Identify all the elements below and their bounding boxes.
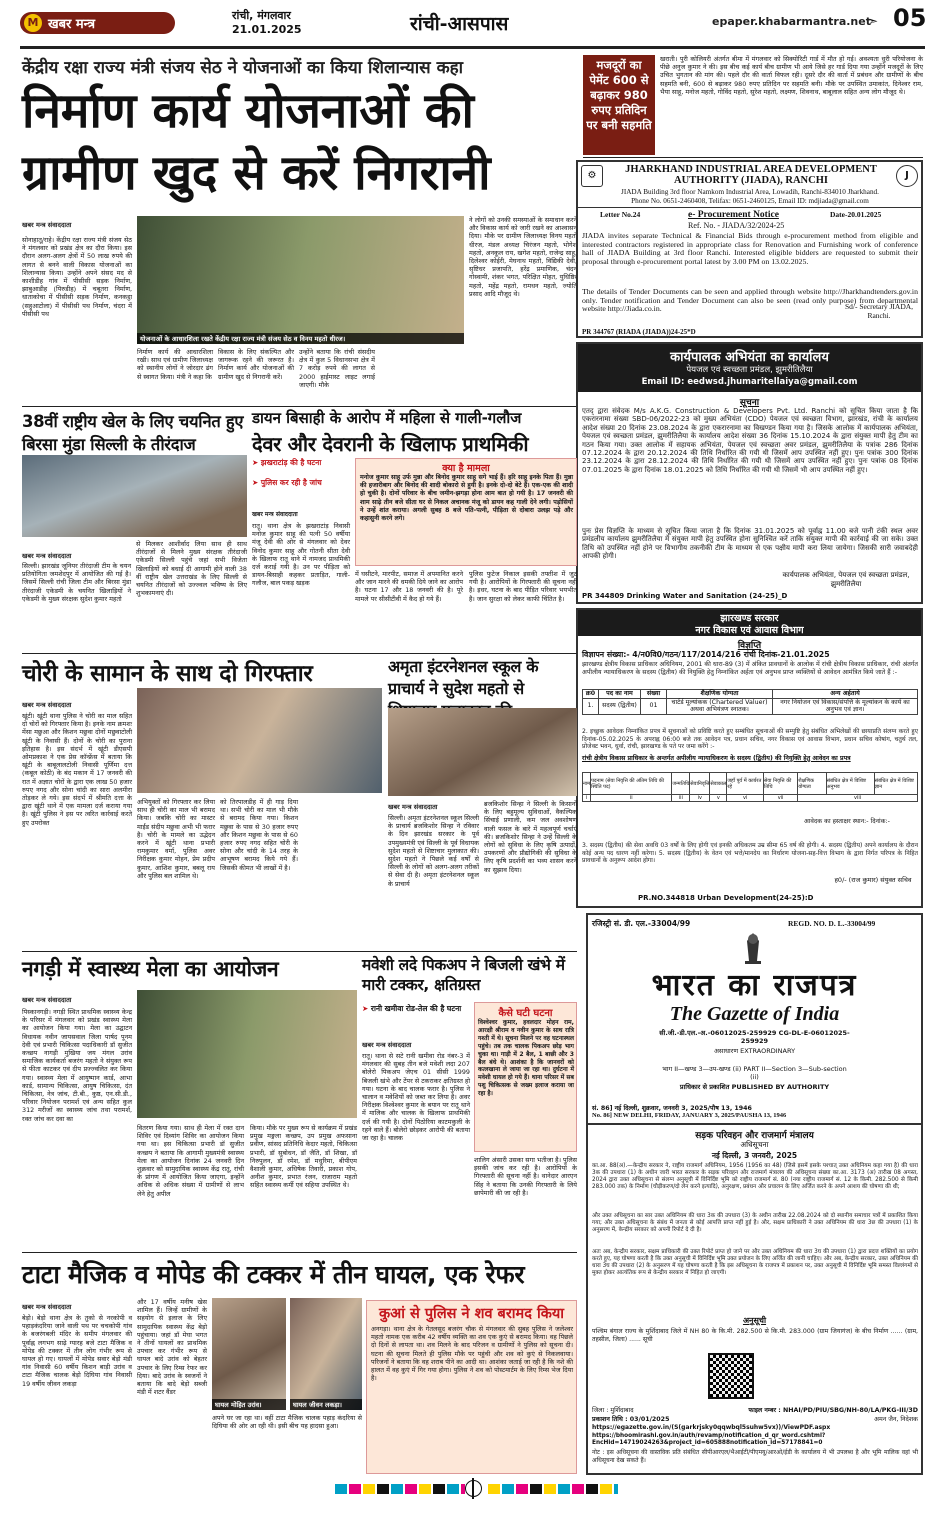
gazette-pub-date: प्रकाशन तिथि : 03/01/2025	[592, 1416, 670, 1423]
theft-byline: खबर मन्त्र संवाददाता	[22, 701, 72, 709]
pickup-bullet-text: रानी खमीवा रोड-तेल की है घटना	[370, 1004, 462, 1013]
tata-col2: और 17 वर्षीय मनीष खेस शामिल हैं। जिन्हें ग्रामीणों के सहयोग से इलाज के लिए सामुदायिक स्वास्थ्य केंद्र बेड़ो पहुंचाया। जहां डॉ मेघा भगत ने तीनों घायलों का प्राथमिक उपचार कर गंभीर रूप से घायल बादे उरांव को बेहतर उपचार के लिए रिम्स रेफर कर दिया। बादे उरांव के स्वजनों ने बताया कि बादे बेड़ो सब्जी मंडी में शटर वैंडर	[137, 1298, 207, 1397]
theft-headline: चोरी के सामान के साथ दो गिरफ्तार	[22, 661, 313, 687]
divider-r1	[583, 157, 923, 158]
jiada-phone: Phone No. 0651-2460408, Telifax: 0651-2460125, Email ID: mdjiada@gmail.com	[631, 197, 869, 205]
lead-kicker: केंद्रीय रक्षा राज्य मंत्री संजय सेठ ने योजनाओं का किया शिलान्यास कहा	[22, 58, 464, 78]
footer-registration-mark-icon	[465, 1480, 482, 1497]
lead-col3: विकास के लिए संकल्पित और जागरूक रहने की जरूरत है। निर्माण कार्य और योजनाओं की ग्रामीण खुद से निगरानी करें।	[218, 348, 294, 381]
games-col1: सिल्ली। झारखंड जूनियर तीरंदाजी टीम के चयन प्रतियोगिता जमशेदपुर में आयोजित की गई है। जिसमें सिल्ली रांची जिला टीम और बिरसा मुंडा तीरंदाजी एकेडमी के चयनित खिलाड़ियों ने एकेडमी के मुख्य संरक्षक सुदेश कुमार महतो	[22, 562, 131, 603]
witch-bullet2-text: पुलिस कर रही है जांच	[260, 478, 322, 487]
nagar-fh-5: जहाँ पूर्व में कार्यरत रहे	[727, 773, 764, 795]
nagar-fn-6: vii	[763, 795, 797, 802]
gazette-title-en: The Gazette of India	[669, 1003, 840, 1025]
exec-subtitle: पेयजल एवं स्वच्छता प्रमंडल, झुमरीतिलैया	[686, 365, 813, 375]
exec-body: एतद् द्वारा संवेदक M/s A.K.G. Construction & Developers Pvt. Ltd. Ranchi को सूचित किया जाता है कि एकरारनामा संख्या SBD-06/2022-23 को मुख्य अभियंता (CDO) पेयजल एवं स्वच्छता विभाग, झारखंड, रांची के कार्यालय आदेश संख्या 20 दिनांक 23.08.2024 के द्वारा एकरारनामा का विखण्डन किया गया है। जिसके आलोक में कार्यपालक अभियंता, पेयजल एवं स्वच्छता प्रमंडल, झुमरीतिलैया के कार्यालय आदेश संख्या 36 दिनांक 15.10.2024 के द्वारा संयुक्त मापी हेतु टीम का गठन किया गया। उक्त आलोक में सहायक अभियंता, पेयजल एवं स्वच्छता अवर प्रमंडल, झुमरीतिलैया के पत्रांक 286 दिनांक 07.12.2024 के द्वारा 20.12.2024 की तिथि निर्धारित की गयी थी जिसमें आप उपस्थित नहीं हुए। पुनः पत्रांक 300 दिनांक 23.12.2024 के द्वारा 28.12.2024 की तिथि निर्धारित की गयी थी जिसमें आप उपस्थित नहीं हुए। पुनः पत्रांक 08 दिनांक 07.01.2025 के द्वारा दिनांक 18.01.2025 को तिथि निर्धारित की गयी थी जिसमें भी आप उपस्थित नहीं हुए।	[582, 407, 918, 474]
witch-headline: देवर और देवरानी के खिलाफ प्राथमिकी	[252, 432, 529, 456]
gazette-link1[interactable]: https://egazette.gov.in/(S(garkrjsky0qqwbql5suhw5vx))/ViewPDF.aspx	[592, 1424, 831, 1431]
nagar-fh-2: जन्मतिथि	[672, 773, 690, 795]
jiada-address: JIADA Building 3rd floor Namkom Industrial Area, Lowadih, Ranchi-834010 Jharkhand.	[621, 188, 879, 196]
witch-bullet1	[252, 458, 350, 468]
nagar-fn-3: iv	[690, 795, 710, 802]
games-headline: 38वीं राष्ट्रीय खेल के लिए चयनित हुए बिरसा मुंडा सिल्ली के तीरंदाज	[22, 412, 244, 454]
nagar-table	[582, 689, 918, 715]
tata-headline: टाटा मैजिक व मोपेड की टक्कर में तीन घायल, एक रेफर	[22, 1260, 525, 1289]
gazette-district: जिला : मुर्शिदाबाद	[592, 1407, 634, 1414]
nagar-fh-9: संबंधित क्षेत्र में विशिष्ट ज्ञान	[874, 773, 917, 795]
witch-col1: रातू। थाना क्षेत्र के झखराटांड़ निवासी मनोज कुमार साहू की पत्नी 50 वर्षीया मंजू देवी की ओर से मंगलवार को देवर विनोद कुमार साहू और गोतनी सीता देवी के खिलाफ रातू थाने में नामजद प्राथमिकी दर्ज कराई गयी है। उन पर पीड़िता को डायन-बिसाही कहकर प्रताड़ित, गाली-गलौज, बाल पकड़ खड़क	[252, 522, 350, 588]
gazette-part: भाग II—खण्ड 3—उप-खण्ड (ii) PART II—Section 3—Sub-section (ii)	[662, 1065, 847, 1081]
gazette-auth: प्राधिकार से प्रकाशित PUBLISHED BY AUTHORITY	[679, 1083, 830, 1091]
divider-3	[22, 951, 577, 952]
nagar-td-2: 01	[641, 698, 667, 714]
gazette-officer: अमन जैन, निदेशक	[874, 1416, 918, 1423]
witch-what-text: मनोज कुमार साहू उर्फ मुन्ना और बिनोद कुमार साहू सगे भाई हैं। हरि साहू इनके पिता हैं। मुन्ना की हजारीबाग और बिनोद की शादी बोकारो से हुयी है। इनके दो-दो बेटे हैं। एक-एक की शादी हो चुकी है। दोनों परिवार के बीच जमीन-झगड़ा होना आम बात हो गयी है। 17 जनवरी की शाम साढ़े तीन बजे सीता घर से निकल अचानक मंजू को डायन कह गाली देने लगी। पड़ोसियों ने उन्हें शांत कराया। अगली सुबह 8 बजे पति-पत्नी, पीड़िता से दोबारा उलझ पड़े और कहासुनी करने लगे।	[360, 474, 573, 523]
health-col1: पिस्कानगड़ी। नगड़ी स्थित प्राथमिक स्वास्थ्य केन्द्र के परिसर में मंगलवार को प्रखंड स्वास्थ्य मेला का आयोजन किया गया। मेला का उद्घाटन विधायक नवीन जायसवाल जिला पार्षद पूनम देवी एवं प्रभारी चिकित्सा पदाधिकारी डॉ सुजीत कच्छप नागड़ी मुखिया जय मंगल उरांव समाजिक कार्यकर्ता बजरंग महतो ने संयुक्त रूप से फीता काटकर एवं दीप प्रज्ज्वलित कर किया गया। स्वास्थ्य मेला में आयुष्मान कार्ड, आभा कार्ड, सामान्य चिकित्सा, आयुष चिकित्सा, दंत चिकित्सा, नेत्र जांच, टी.बी., कुष्ठ, एन.सी.डी., परिवार नियोजन परामर्श एवं अन्य सहित कुल 312 मरीजों का स्वास्थ्य जांच तथा परामर्श, रक्त जांच कर दवा का	[22, 1008, 132, 1123]
gazette-no: सं. 86] नई दिल्ली, शुक्रवार, जनवरी 3, 2025/पौष 13, 1946	[592, 1105, 752, 1112]
gazette-qr-code	[708, 1353, 754, 1399]
labour-text: खराती। पुरी कोलियरी अंतर्गत बीमा में मंगलवार को सिक्योरिटी गार्ड में मौत हो गई। अवश्यता धुरी परियोजना के पीछे अनुज कुमार ने की। इस बीच कई कार्य बीच ग्रामीण भी आये जिसे हर गार्ड दिया गया उन्होंने मजदूरों के लिए उचित भुगतान की मांग की। पहले दौर की वार्ता विफल रही। दूसरे दौर की वार्ता में प्रबंधन और ग्रामीणों के बीच सहमति बनी, 600 से बढ़ाकर 980 रुपए प्रतिदिन पर सहमति बनी। मौके पर उपस्थित उमाकांत, दिनेश्वर राम, भैया साहू, मनोज महतो, गोविंद महतो, सुरेश महतो, लक्ष्मण, शिवनाथ, बाबूलाल सहित अन्य लोग मौजूद थे।	[660, 55, 923, 96]
nagar-rules: 2. इच्छुक आवेदक निम्नांकित प्रपत्र में सूचनाओं को प्रविष्टि करते हुए सम्बंधित सूचनाओं की सम्पुष्टि हेतु संबंधित अभिलेखों की छायाप्रति संलग्न करते हुए दिनांक-05.02.2025 के अपराह्न 06:00 बजे तक आवेदन पत्र, प्रधान सचिव, नगर विकास एवं आवास विभाग, प्रधान सचिव कोषांग, चतुर्थ तल, प्रोजेक्ट भवन, धुर्वा, रांची, झारखण्ड के पते पर जमा करेंगे :-	[582, 728, 918, 751]
nagar-govt: झारखण्ड सरकार	[720, 613, 779, 624]
cursor-icon: ➣	[868, 14, 879, 28]
witch-what-title: क्या है मामला	[442, 463, 490, 474]
pickup-col2: शालिग अंसारी उसका सगा भतीजा है। पुलिस इसकी जांच कर रही है। आरोपियों के गिरफ्तारी की सूचना नहीं है। थानेदार आरएन सिंह ने बताया कि उनकी गिरफ्तारी के लिये छापेमारी की जा रही है।	[474, 1156, 577, 1197]
tata-photo-2	[290, 1298, 362, 1410]
tata-byline: खबर मन्त्र संवाददाता	[22, 1303, 72, 1311]
nagar-sign: ह0/- (राज कुमार) संयुक्त सचिव	[834, 876, 912, 884]
health-byline: खबर मन्त्र संवाददाता	[22, 996, 72, 1004]
theft-col2: अभियुक्तों को गिरफ्तार कर लिया साथ ही चोरी का माल भी बरामद किया। जबकि चोरी का मास्टर माईंड संदीप मछुवा अभी भी फरार है। चोरी के मामले का उद्भेदन करने में खूंटी थाना प्रभारी रामकुमार वर्मा, पुलिस अवर निरीक्षक कुमार मोहन, प्रेम प्रदीप कुमार, आशिश कुमार, बबलू राय और पुलिस बल शामिल थे।	[137, 798, 215, 880]
nagar-td-4: नगर नियोजन एवं विकास/संपत्ति के मूल्यांकन के कार्य का अनुभव एवं ज्ञान।	[773, 698, 918, 714]
nagar-fn-1: ii	[591, 795, 672, 802]
exec-body2: पुनः प्रेस विज्ञप्ति के माध्यम से सूचित किया जाता है कि दिनांक 31.01.2025 को पूर्वाह्न 11.00 बजे पानी टंकी स्थल अवर प्रमंडलीय कार्यालय झुमरीतिलैया में संयुक्त मापी हेतु उपस्थित होना सुनिश्चित करें ताकि संयुक्त मापी की कार्रवाई की जा सके। उक्त तिथि को उपस्थित नहीं होने पर विभागीय तकनीकी टीम के माध्यम से एक पक्षीय मापी करा लिया जायेगा। जिसकी सारी जवाबदेही आपकी होगी।	[582, 527, 918, 561]
nagar-fh-4: सेवाकाल	[710, 773, 727, 795]
jiada-notice	[576, 160, 923, 338]
games-col2: से मिलकर आशीर्वाद लिया साथ ही साथ तीरंदाजों से मिलने मुख्य संरक्षक तीरंदाजी एकेडमी सिल्ली पहुंचे जहां सभी विजेता खिलाड़ियों को बधाई दी आगामी होने वाली 38 वीं राष्ट्रीय खेल उत्तराखंड के लिए सिल्ली से चयनित तीरंदाजों को उज्ज्वल भविष्य के लिए शुभकामनाएं दी।	[136, 540, 247, 598]
nagar-th-2: संख्या	[641, 690, 667, 699]
lead-headline: निर्माण कार्य योजनाओं की ग्रामीण खुद से करें निगरानी	[22, 83, 491, 201]
pickup-box-text: विश्वेश्वर कुमार, हवलदार मोहन राम, आरक्षी श्रीराम व नवीन कुमार के साथ रात्रि गश्ती में थे। सूचना मिलने पर वह घटनास्थल पहुंचे। तब तक चालक पिकअप छोड़ भाग चुका था। गाड़ी में 2 बैल, 1 बाछी और 3 बैल बंधे थे। आशंका है कि जानवरों को कत्लखाना ले जाया जा रहा था। दुर्घटना में मवेशी घायल हो गये हैं। थाना परिसर में सब पशु चिकित्सक से जख्म इलाज कराया जा रहा है।	[478, 1019, 574, 1098]
nagar-fn-7: viii	[798, 795, 918, 802]
exec-pr: PR 344809 Drinking Water and Sanitation (24-25)_D	[582, 592, 788, 600]
lead-col1: सोनाहातू/राहे। केंद्रीय रक्षा राज्य मंत्री संजय सेठ ने मंगलवार को प्रखंड क्षेत्र का दौरा किया। इस दौरान अलग-अलग क्षेत्रों में 50 लाख रुपये की लागत से बनने वाली विकास योजनाओं का शिलान्यास किया। उन्होंने अपने संसद मद से काशीडीह गांव में पीसीसी सड़क निर्माण, झाबुआडीह (पिरुडीह) में चबूतरा निर्माण, धाताकोचा में पीसीसी सड़क निर्माण, कनकट्ठा (सहुआटोला) में पीसीसी पथ निर्माण, चंदरा में पीसीसी पथ	[22, 236, 132, 318]
nagar-th-0: क्र0	[583, 690, 599, 699]
nagar-fh-1: पदनाम (सेवा निवृत्ति की अंतिम तिथि की स्थिति पद)	[591, 773, 672, 795]
jiada-letter: Letter No.24	[600, 210, 641, 219]
amrita-byline: खबर मन्त्र संवाददाता	[388, 803, 438, 811]
nagar-fn-4: v	[710, 795, 727, 802]
amrita-headline: अमृता इंटरनेशनल स्कूल के प्राचार्य ने सुदेश महतो से	[388, 657, 539, 698]
nagar-dept: नगर विकास एवं आवास विभाग	[695, 625, 804, 636]
lead-col4: उन्होंने बताया कि रांची संसदीय क्षेत्र में कुल 5 विधानसभा क्षेत्र में 7 करोड़ रुपये की लागत से 2000 हाईमास्ट लाइट लगाई जाएगी। मौके	[299, 348, 375, 389]
jiada-body: JIADA invites separate Technical & Financial Bids through e-procurement method from eligible and interested contractors registered in appropriate class for Renovation and Furnishing work of conference hall of JIADA Building at 3rd floor Ranchi. Interested eligible bidders are requested to submit their proposal through e-procurement portal latest by 3.00 PM on 13.02.2025.	[582, 231, 918, 266]
witch-byline: खबर मन्त्र संवाददाता	[252, 511, 298, 518]
page-number: 05	[893, 4, 927, 32]
logo-m-icon: M	[24, 14, 42, 32]
gazette-codes: सी.जी.-डी.एल.-अ.-06012025-259929 CG-DL-E-06012025-259929	[659, 1029, 850, 1045]
nagar-fn-0: i	[583, 795, 591, 802]
jiada-title: JHARKHAND INDUSTRIAL AREA DEVELOPMENT AUTHORITY (JIADA), RANCHI	[625, 164, 877, 186]
pickup-headline: मवेशी लदे पिकअप ने बिजली खंभे में मारी टक्कर, क्षतिग्रस्त	[362, 956, 565, 994]
witch-col2: में घसीटने, मारपीट, समाज में अपमानित करने और जान मारने की धमकी दिये जाने का आरोप है। घटना 17 और 18 जनवरी की है। पूरे मामले पर सीसीटीवी में कैद हो गये हैं।	[355, 570, 463, 603]
health-headline: नगड़ी में स्वास्थ्य मेला का आयोजन	[22, 957, 279, 981]
tata-col3: अपने घर जा रहा था। वहीं टाटा मैजिक चालक पहाड़ कंदरिया से दिघिया की ओर आ रही थी। इसी बीच यह हादसा हुआ।	[212, 1414, 362, 1431]
nagar-fh-7: शैक्षणिक योग्यता	[798, 773, 827, 795]
gazette-rule	[588, 1123, 921, 1125]
gazette-footer: नोट : इस अधिसूचना की वास्तविक प्रति संबंधित सीपीआरएल/भैआईटी/पीएमयू/आरओ/ईडी के कार्यालय में भी उपलब्ध है और भूमि मालिक वहां भी अधिसूचना देख सकते हैं।	[592, 1449, 918, 1464]
gazette-schedule: अनुसूची	[742, 1316, 767, 1325]
tata-photo-1	[212, 1298, 286, 1410]
labour-box: मजदूरों का पेमेंट 600 से बढ़ाकर 980 रुपए प्रतिदिन पर बनी सहमति	[583, 55, 655, 155]
health-col2: वितरण किया गया। साथ ही मेला में रक्त दान शिविर एवं दिव्यांग शिविर का आयोजन किया गया था। इस चिकित्सा प्रभारी डॉ सुजीत कच्छप ने बताया कि आगामी मुख्यमंत्री स्वास्थ्य मेला का आयोजन दिनांक 24 जनवरी दिन शुक्रवार को सामुदायिक स्वास्थ्य केंद्र रातू, रांची के प्रांगण में आयोजित किया जाएगा, इन्होंने अधिक से अधिक संख्या में ग्रामीणों से लाभ लेने हेतु अपील	[137, 1124, 244, 1198]
nagar-fh-0: नाम	[583, 773, 591, 795]
well-text: अनगड़ा। थाना क्षेत्र के गेतलसूद बजरंग चौक से मंगलवार की सुबह पुलिस ने जलेश्वर महतो नामक एक करीब 42 वर्षीय व्यक्ति का शव एक कुएं से बरामद किया। वह पिछले दो दिनों से लापता था। शव मिलने के बाद परिजन व ग्रामीणों ने पुलिस को सूचना दी। घटना की सूचना मिलते ही पुलिस मौके पर पहुंची और शव को कुएं से निकलवाया। परिजनों ने बताया कि वह शराब पीने का आदी था। आशंका जताई जा रही है कि नशे की हालत में वह कुएं में गिर गया होगा। पुलिस ने शव को पोस्टमार्टम के लिए रिम्स भेज दिया है।	[371, 1325, 573, 1383]
nagar-fh-6: सेवा निवृत्ति की तिथि	[763, 773, 797, 795]
gazette-title-hi: भारत का राजपत्र	[651, 968, 858, 1003]
jiada-logo-right: J	[896, 165, 918, 187]
gazette-date: नई दिल्ली, 3 जनवरी, 2025	[711, 1151, 798, 1160]
gazette-body2: और उक्त अधिसूचना का सार उक्त अधिनियम की धारा 3क की उपधारा (3) के अधीन तारीख 22.08.2024 को दो स्थानीय समाचार पत्रों में प्रकाशित किया गया; और उक्त अधिसूचना के संबंध में जनता से कोई आपत्ति प्राप्त नहीं हुई है। और, सक्षम प्राधिकारी ने उक्त अधिनियम की धारा 3छ की उपधारा (1) के अनुसरण में, केन्द्रीय सरकार को अपनी रिपोर्ट दे दी है।	[592, 1213, 918, 1233]
bullet-arrow-icon: ➤	[252, 478, 261, 487]
games-byline: खबर मन्त्र संवाददाता	[22, 552, 72, 560]
footer-color-bar-left	[335, 1484, 465, 1494]
footer-registration-cross-icon	[472, 1478, 474, 1499]
witch-bullet2	[252, 478, 350, 488]
jiada-date: Date-20.01.2025	[830, 210, 882, 219]
nagar-fn-2: iii	[672, 795, 690, 802]
lead-col5: ने लोगों को उनकी समस्याओं के समाधान करने और विकास कार्य को जारी रखने का आश्वासन दिया। मौके पर ग्रामीण जिलाध्यक्ष विनय महतो धीरज, मंडल अध्यक्ष चिरंजन महतो, भोगेश महतो, अनकूल राय, खगेश महतो, राजेन्द्र साहू, दिलेश्वर कोईरी, मेघनाथ महतो, विद्यिकी देवी, सृष्टिधर प्रजापति, हरेंद्र प्रमाणिक, चंदन गोस्वामी, शंकर भगत, परिक्षित मोहत, युधिष्ठिर महतो, महेंद्र महतो, रामधन महतो, ज्योति प्रसाद आदि मौजूद थे।	[469, 216, 577, 298]
nagar-vikas-notice	[576, 608, 923, 908]
nagar-fh-8: संबंधित क्षेत्र में विशिष्ट अनुभव	[826, 773, 874, 795]
tata-col1: बेड़ो। बेड़ो थाना क्षेत्र के तुको से नरकोपी व पहाड़कंदरिया जाने वाली पथ पर चचकोपी गांव के बजरंगबली मंदिर के समीप मंगलवार की पूर्वाह्न लगभग साढ़े ग्यारह बजे टाटा मैजिक व मोपेड की टक्कर में तीन लोग गंभीर रूप से घायल हो गए। घायलों में मोपेड सवार बेड़ो मंडी गांव निवासी 60 वर्षीय किशन बाड़ी उरांव व टाटा मैजिक चालक बेड़ो दिघिया गांव निवासी 19 वर्षीय जीवन लकड़ा	[22, 1314, 132, 1388]
nagar-td-0: 1.	[583, 698, 599, 714]
nagar-form-title: रांची क्षेत्रीय विकास प्राधिकार के अन्तर्गत अपीलीय न्यायाधिकरण के सदस्य (द्वितीय) की नियुक्ति हेतु आवेदन का प्रपत्र	[582, 755, 851, 762]
gazette-emblem-icon	[737, 931, 769, 965]
logo-text: खबर मन्त्र	[48, 17, 96, 32]
amrita-col1: सिल्ली। अमृता इंटरनेशनल स्कूल सिल्ली के प्राचार्य ब्रजकिशोर सिन्हा ने रविवार के दिन झारखंड सरकार के पूर्व उपमुख्यमंत्री एवं सिल्ली के पूर्व विधायक सुदेश महतो से शिष्टाचार मुलाकात की। सुदेश महतो ने पिछले कई वर्षों से सिल्ली के लोगों को अलग-अलग तरीकों से सेवा दी है। अमृता इंटरनेशनल स्कूल के प्राचार्य	[388, 814, 479, 888]
health-photo	[137, 990, 357, 1118]
epaper-url[interactable]: epaper.khabarmantra.net	[712, 15, 871, 28]
bullet-arrow-icon: ➤	[362, 1004, 371, 1013]
games-photo	[22, 455, 247, 537]
gazette-reg-right: REGD. NO. D. L.-33004/99	[788, 919, 876, 928]
nagar-th-4: अन्य अर्हताये	[773, 690, 918, 699]
pickup-box-title: कैसे घटी घटना	[498, 1008, 553, 1019]
well-headline: कुआं से पुलिस ने शव बरामद किया	[378, 1306, 565, 1322]
masthead-place: रांची, मंगलवार	[232, 9, 291, 22]
masthead-date: 21.01.2025	[232, 23, 302, 36]
jiada-rule	[578, 207, 921, 208]
pickup-bullet	[362, 1004, 470, 1013]
theft-photo	[137, 688, 382, 793]
gazette-no-en: No. 86] NEW DELHI, FRIDAY, JANUARY 3, 2025/PAUSHA 13, 1946	[592, 1112, 787, 1119]
footer-color-bar-right	[488, 1484, 618, 1494]
lead-photo-caption: योजनाओं के आधारशिला रखते केंद्रीय रक्षा राज्य मंत्री संजय सेठ व विनय महतो धीरज।	[137, 333, 464, 344]
nagar-signoff: आवेदक का हस्ताक्षर स्थान:- दिनांक:-	[804, 818, 890, 825]
masthead	[0, 0, 945, 48]
gazette-body: का.आ. 88(अ).—केन्द्रीय सरकार ने, राष्ट्रीय राजमार्ग अधिनियम, 1956 (1956 का 48) (जिसे इसमें इसके पश्चात् उक्त अधिनियम कहा गया है) की धारा 3क की उपधारा (1) के अधीन जारी भारत सरकार के सड़क परिवहन और राजमार्ग मंत्रालय की अधिसूचना संख्या का.आ. 3173 (अ) तारीख 08 अगस्त, 2024 द्वारा उक्त अधिसूचना से संलग्न अनुसूची में विनिर्दिष्ट भूमि को राष्ट्रीय राजमार्ग सं. 80 (नया राष्ट्रीय राजमार्ग सं. 12 के किमी. 282.500 से किमी 283.000 तक) के निर्माण (चौड़ीकरण/दो लेन करने इत्यादि), अनुरक्षण, प्रबंधन और प्रचालन के लिए अर्जित करने के अपने आशय की घोषणा की थी;	[592, 1163, 918, 1190]
exec-engineer-notice	[576, 342, 923, 604]
witch-col3: पुलिस फुटेज निकाल इसकी तफ्तीश में जुट गयी है। आरोपियों के गिरफ्तारी की सूचना नहीं है। इधर, घटना के बाद पीड़ित परिवार भयभीत है। जान सुरक्षा को लेकर काफी चिंतित है।	[469, 570, 577, 603]
gazette-ministry: सड़क परिवहन और राजमार्ग मंत्रालय	[695, 1131, 814, 1141]
tata-cap2: घायल जीवन लकड़ा।	[290, 1399, 362, 1410]
pickup-col1: रातू। थाना से सटे रानी खमीवा रोड नंबर-3 में मंगलवार की सुबह तीन बजे मवेशी लदा 207 बोलेरो पिकअप जेएच 01 सीसी 1999 बिजली खंभे और टेंपर से टकराकर क्षतिग्रस्त हो गया। घटना के बाद चालक फरार है। पुलिस ने चालान व मवेशियों को जब्त कर लिया है। अवर निरीक्षक विश्वेश्वर कुमार के बयान पर रातू थाने में मालिक और चालक के खिलाफ प्राथमिकी दर्ज की गयी है। दोनों पिठोरिया काटमकुली के रहने वाले हैं। बोलेरो छोड़कर आरोपी की बताया जा रहा है। चालक	[362, 1052, 470, 1143]
exec-sign: कार्यपालक अभियंता, पेयजल एवं स्वच्छता प्रमंडल, झुमरीतिलैया	[782, 571, 910, 588]
nagar-fn-5: vi	[727, 795, 764, 802]
gazette-link2[interactable]: https://bhoomirashi.gov.in/auth/revamp/notification_d_qr_word.cshtml?EncHid=14719024263&project_id=605888notification_id=57178841=0	[592, 1433, 826, 1446]
nagar-td-3: चार्टर्ड मूल्यांकक (Chartered Valuer) अथवा अभियंत्रण स्नातक।	[667, 698, 773, 714]
theft-col4	[303, 798, 382, 947]
section-title: रांची-आसपास	[410, 13, 509, 35]
well-box	[366, 1300, 577, 1474]
exec-email: Email ID: eedwsd.jhumaritellaiya@gmail.com	[641, 377, 858, 387]
health-col3: किया। मौके पर मुख्य रूप से कार्यक्रम में प्रखंड प्रमुख मङ्गला कच्छप, उप प्रमुख अफसाना प्रवीण, सांसद प्रतिनिधि केदार महतो, चिकित्सा प्रभारी, डॉ सुबोधन, डॉ जैति, डॉ शिखा, डॉ निरुपुलन, डॉ रमेश, डॉ मधुरिमा, बीपीएम वैशाली कुमार, अधिषेक तिवारी, प्रकाश गोप, अनीश कुमार, प्रभात रंजन, राजाराम महतो सहित स्वास्थ्य कर्मी एवं सहिया उपस्थित थे।	[250, 1124, 357, 1190]
nagar-form-table	[582, 772, 918, 802]
nagar-td-1: सदस्य (द्वितीय)	[599, 698, 641, 714]
nagar-fh-3: सेवानिवृत्ति	[690, 773, 710, 795]
gazette-schedule-text: पश्चिम बंगाल राज्य के मुर्शिदाबाद जिले में NH 80 के कि.मी. 282.500 से कि.मी. 283.000 (ग्राम जियागंज) के बीच निर्माण ...... (ग्राम, तहसील, जिला) ...... सूची	[592, 1328, 918, 1343]
jiada-ref: Ref. No. - JIADA/32/2024-25	[688, 221, 785, 230]
logo-badge	[20, 12, 175, 34]
divider-2	[22, 653, 577, 654]
divider-4	[22, 1252, 577, 1253]
witch-what-box	[355, 458, 577, 566]
witch-bullet1-text: झखराटांड़ की है घटना	[260, 458, 322, 467]
witch-kicker: डायन बिसाही के आरोप में महिला से गाली-गलौज	[252, 409, 522, 427]
jiada-notice-title: e- Procurement Notice	[688, 210, 779, 220]
jiada-pr: PR 344767 (RIADA (JIADA))24-25*D	[582, 328, 696, 336]
gazette-reg-left: रजिस्ट्री सं. डी. एल.-33004/99	[592, 919, 691, 928]
lead-photo	[137, 216, 464, 344]
gazette-notif: अधिसूचना	[740, 1140, 769, 1149]
amrita-photo	[388, 708, 577, 796]
exec-notice-label: सूचना	[739, 398, 760, 408]
theft-col3: को तिरपालडीह में ही गाड़ दिया था। सभी चोरी का माल भी मौके से बरामद किया गया। किशन मछुवा के पास से 30 हजार रुपए और किशन मछुवा के पास से 60 हजार रुपए नगद सहित चोरी के सोना और चांदी के 14 तरह के आभूषण बरामद किये गये हैं। जिसकी कीमत भी लाखों में है।	[220, 798, 298, 872]
nagar-intro: झारखण्ड क्षेत्रीय विकास प्राधिकार अधिनियम, 2001 की धारा-89 (3) में अंकित प्रावधानों के आलोक में रांची क्षेत्रीय विकास प्राधिकार, रांची अंतर्गत अपीलीय न्यायाधिकरण के सदस्य (द्वितीय) की नियुक्ति हेतु निम्नांकित अर्हता एवं अनुभव प्राप्त व्यक्तियों से आवेदन आमंत्रित किये जाते हैं :-	[582, 661, 918, 676]
divider-1	[22, 406, 577, 407]
theft-col1: खूंटी। खूंटी थाना पुलिस ने चोरी का माल सहित दो चोरों को गिरफ्तार किया है। इनके नाम क्रमशः मेंसा मछुआ और किशन मछुवा दोनों मछुवाटोली खूंटी के निवासी हैं। दोनों के चोरी का पुराना इतिहास है। इस संदर्भ में खूंटी डीएसपी ओमप्रकाश ने एक प्रेस कॉन्फ्रेंस में बताया कि खूंटी के बाबूलालटोली निवासी पूर्णिमा दत्त (कबूल कोठी) के बंद मकान में 17 जनवरी की रात में अज्ञात चोरों के द्वारा एक लाख 50 हजार रुपए नगद और सोना चांदी का सारा अलमीरा तोड़कर ले गये। इस संदर्भ में श्रीमति दत्ता के द्वारा खूंटी थाने में एक मामला दर्ज कराया गया है। खूंटी पुलिस ने इस पर त्वरित कार्रवाई करते हुए उपरोक्त	[22, 712, 132, 827]
lead-byline: खबर मन्त्र संवाददाता	[22, 221, 72, 229]
jiada-logo-left: ⚙	[581, 165, 603, 187]
nagar-th-3: शैक्षणिक योग्यता	[667, 690, 773, 699]
nagar-notice-label: विज्ञप्ति	[737, 641, 762, 651]
amrita-col2: ब्रजकिशोर सिन्हा ने सिल्ली के किसानों के लिए बहुमूल्य सुविधाओं, वैकल्पिक सिंचाई प्रणाली, कम जल अवशोषण वाली फसल के बारे में महत्वपूर्ण चर्चाएं की। ब्रजकिशोर सिन्हा ने उन्हें सिल्ली के लोगों को सुविधा के लिए कृषि उत्पादों, उपकरणों और प्रौद्योगिकी की सुविधा के लिए कृषि प्रदर्शनी का भव्य शासन करने का सुझाव दिया।	[484, 800, 577, 874]
tata-cap1: घायल मोहित उरांव।	[212, 1399, 286, 1410]
jiada-body2: The details of Tender Documents can be seen and applied through website http://Jharkhandtenders.gov.in only. Tender notification and Tender Document can also be seen (read only purpose) from departmental website http://Jiada.co.in.	[582, 287, 918, 314]
lead-col4b	[380, 348, 464, 404]
nagar-pr: PR.NO.344818 Urban Development(24-25):D	[638, 894, 814, 902]
nagar-points: 3. सदस्य (द्वितीय) की सेवा अवधि 03 वर्षों के लिए होगी एवं इनकी अधिकतम उम्र सीमा 65 वर्ष की होगी। 4. सदस्य (द्वितीय) अपने कार्यालय के दौरान कोई अन्य पद धारण नहीं करेगा। 5. सदस्य (द्वितीय) के वेतन एवं भत्ते/मानदेय का निर्धारण योजना-सह-वित्त विभाग के द्वारा निर्गत परिपत्र के निहित प्रावधानों के अनुरूप आदेश होगा।	[582, 842, 918, 865]
gazette-extra: असाधारण EXTRAORDINARY	[713, 1047, 796, 1055]
gazette-body3: अतः अब, केन्द्रीय सरकार, सक्षम प्राधिकारी की उक्त रिपोर्ट प्राप्त हो जाने पर और उक्त अधिनियम की धारा 3घ की उपधारा (1) द्वारा प्रदत्त शक्तियों का प्रयोग करते हुए, यह घोषणा करती है कि उक्त अनुसूची में विनिर्दिष्ट भूमि उक्त प्रयोजन के लिए अर्जित की जानी चाहिए। और अब, केन्द्रीय सरकार, उक्त अधिनियम की धारा 3घ की उपधारा (2) के अनुसरण में यह घोषणा करती है कि इस अधिसूचना के राजपत्र में प्रकाशन पर, उक्त अनुसूची में विनिर्दिष्ट भूमि समस्त विल्लंगमों से मुक्त होकर आत्यंतिक रूप से केन्द्रीय सरकार में निहित हो जाएगी।	[592, 1249, 918, 1276]
pickup-box	[474, 1002, 577, 1152]
bullet-arrow-icon: ➤	[252, 458, 261, 467]
gazette-notice	[586, 913, 923, 1475]
nagar-th-1: पद का नाम	[599, 690, 641, 699]
nagar-number: विज्ञापन संख्या:- 4/न0वि0/गठन/117/2014/216 रांची दिनांक-21.01.2025	[582, 650, 830, 659]
exec-title: कार्यपालक अभियंता का कार्यालय	[670, 350, 829, 365]
jiada-sign: Sd/- Secretary JIADA, Ranchi.	[844, 302, 914, 320]
masthead-rule	[20, 46, 925, 49]
pickup-byline: खबर मन्त्र संवाददाता	[362, 1041, 412, 1049]
lead-col2: निर्माण कार्य की आधारशिला रखी। साथ एवं ग्रामीण जिलाध्यक्ष को स्थानीय लोगों ने जोरदार ढंग से स्वागत किया। मंत्री ने कहा कि	[137, 348, 213, 381]
gazette-file-no: फाइल नम्बर : NHAI/PD/PIU/SBG/NH-80/LA/PKG-III/3D	[748, 1407, 918, 1414]
